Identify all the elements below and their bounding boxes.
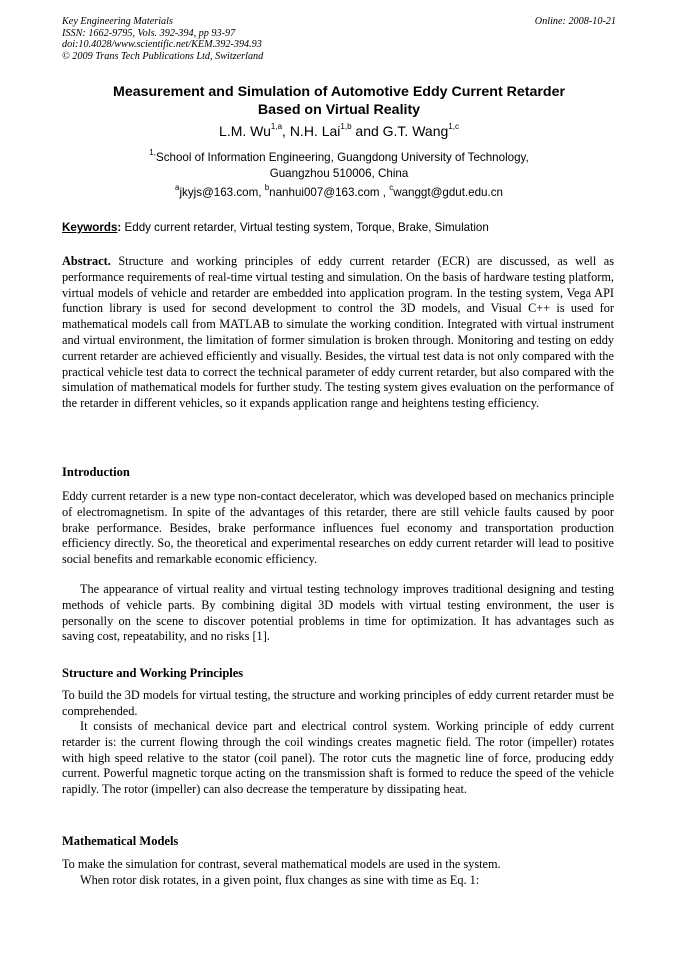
- author-2-affil: 1,b: [340, 122, 352, 132]
- issn-line: ISSN: 1662-9795, Vols. 392-394, pp 93-97: [62, 27, 236, 39]
- title-line-2: Based on Virtual Reality: [257, 102, 421, 118]
- keywords-text: Eddy current retarder, Virtual testing system, Torque, Brake, Simulation: [124, 221, 489, 234]
- doi-line: doi:10.4028/www.scientific.net/KEM.392-394.93: [62, 39, 262, 51]
- author-2: N.H. Lai: [289, 123, 341, 139]
- email-marker-b: b: [264, 183, 270, 193]
- structure-paragraph-1: To build the 3D models for virtual testing, the structure and working principles of eddy current retarder must be comprehended.: [62, 688, 614, 718]
- author-3-affil: 1,c: [448, 122, 459, 132]
- email-marker-c: c: [389, 183, 394, 193]
- math-heading: Mathematical Models: [62, 834, 179, 848]
- paper-title: [62, 83, 616, 119]
- affiliation-line-1: [62, 150, 616, 166]
- email-c: wanggt@gdut.edu.cn: [393, 186, 503, 199]
- affiliation-line-2: Guangzhou 510006, China: [269, 167, 409, 180]
- math-paragraph-2: When rotor disk rotates, in a given point, flux changes as sine with time as Eq. 1:: [80, 873, 480, 887]
- author-3: G.T. Wang: [382, 123, 449, 139]
- affiliation-text-1: School of Information Engineering, Guangdong University of Technology,: [155, 151, 529, 164]
- author-separator: and: [351, 123, 383, 139]
- keywords: [62, 221, 616, 235]
- copyright-line: © 2009 Trans Tech Publications Ltd, Switzerland: [62, 50, 264, 62]
- author-separator: ,: [282, 123, 290, 139]
- email-a: jkyjs@163.com,: [179, 186, 265, 199]
- structure-heading: Structure and Working Principles: [62, 666, 244, 680]
- email-b: nanhui007@163.com ,: [269, 186, 390, 199]
- affiliation-marker: 1,: [149, 148, 156, 158]
- introduction-paragraph-2: The appearance of virtual reality and virtual testing technology improves traditional designing and testing methods of vehicle parts. By combining digital 3D models with virtual testing environment, the user is personally on the scene to discover potential problems in time for optimization. It has advantages such as saving cost, repeatability, and no risks [1].: [62, 582, 614, 644]
- structure-paragraph-2: It consists of mechanical device part and electrical control system. Working principle of eddy current retarder is: the current flowing through the coil windings creates magnetic field. The rotor (impeller) rotates with high speed relative to the stator (coil panel). The rotor cuts the magnetic line of force, producing eddy current. Powerful magnetic torque acting on the transmission shaft is formed to reduce the speed of the vehicle rapidly. The rotor (impeller) can also decrease the temperature by dissipating heat.: [62, 719, 614, 797]
- journal-header: [62, 16, 616, 62]
- keywords-label: Keywords: [62, 221, 118, 234]
- keywords-colon: :: [117, 221, 125, 234]
- author-list: [62, 122, 616, 140]
- introduction-heading: Introduction: [62, 465, 130, 479]
- author-emails: [62, 183, 616, 200]
- math-paragraph-1: To make the simulation for contrast, several mathematical models are used in the system.: [62, 857, 501, 871]
- author-1: L.M. Wu: [219, 123, 271, 139]
- email-marker-a: a: [175, 183, 180, 193]
- journal-name: Key Engineering Materials: [62, 16, 173, 27]
- abstract: [62, 254, 614, 412]
- author-1-affil: 1,a: [270, 122, 283, 132]
- online-date: Online: 2008-10-21: [534, 16, 616, 27]
- affiliation: [62, 150, 616, 182]
- abstract-label: Abstract.: [62, 254, 111, 268]
- introduction-paragraph-1: Eddy current retarder is a new type non-contact decelerator, which was developed based on mechanics principle of electromagnetism. In spite of the advantages of this retarder, there are still vehicle faults caused by poor brake performance. Besides, brake performance influences fuel economy and transportation production efficiency directly. So, the theoretical and experimental researches on eddy current retarder will lead to positive social benefits and remarkable economic efficiency.: [62, 489, 614, 567]
- title-line-1: Measurement and Simulation of Automotive Eddy Current Retarder: [113, 84, 565, 100]
- abstract-text: Structure and working principles of eddy current retarder (ECR) are discussed, as well as performance requirements of real-time virtual testing and simulation. On the basis of hardware testing platform, virtual models of vehicle and retarder are embedded into application program. In the testing system, Vega API function library is used for second development to control the 3D models, and Visual C++ is used for mathematical models call from MATLAB to simulate the working condition. Integrated with virtual instrument and virtual environment, the limitation of former simulation is broken through. Monitoring and testing on eddy current retarder are achieved efficiently and visually. Besides, the virtual test data is not only compared with the practical vehicle test data to correct the technical parameter of eddy current retarder, but also compared with the simulation of mathematical models for further study. The testing system gives evaluation on the performance of the retarder in different vehicles, so it expands application range and heightens testing efficiency.: [62, 254, 614, 411]
